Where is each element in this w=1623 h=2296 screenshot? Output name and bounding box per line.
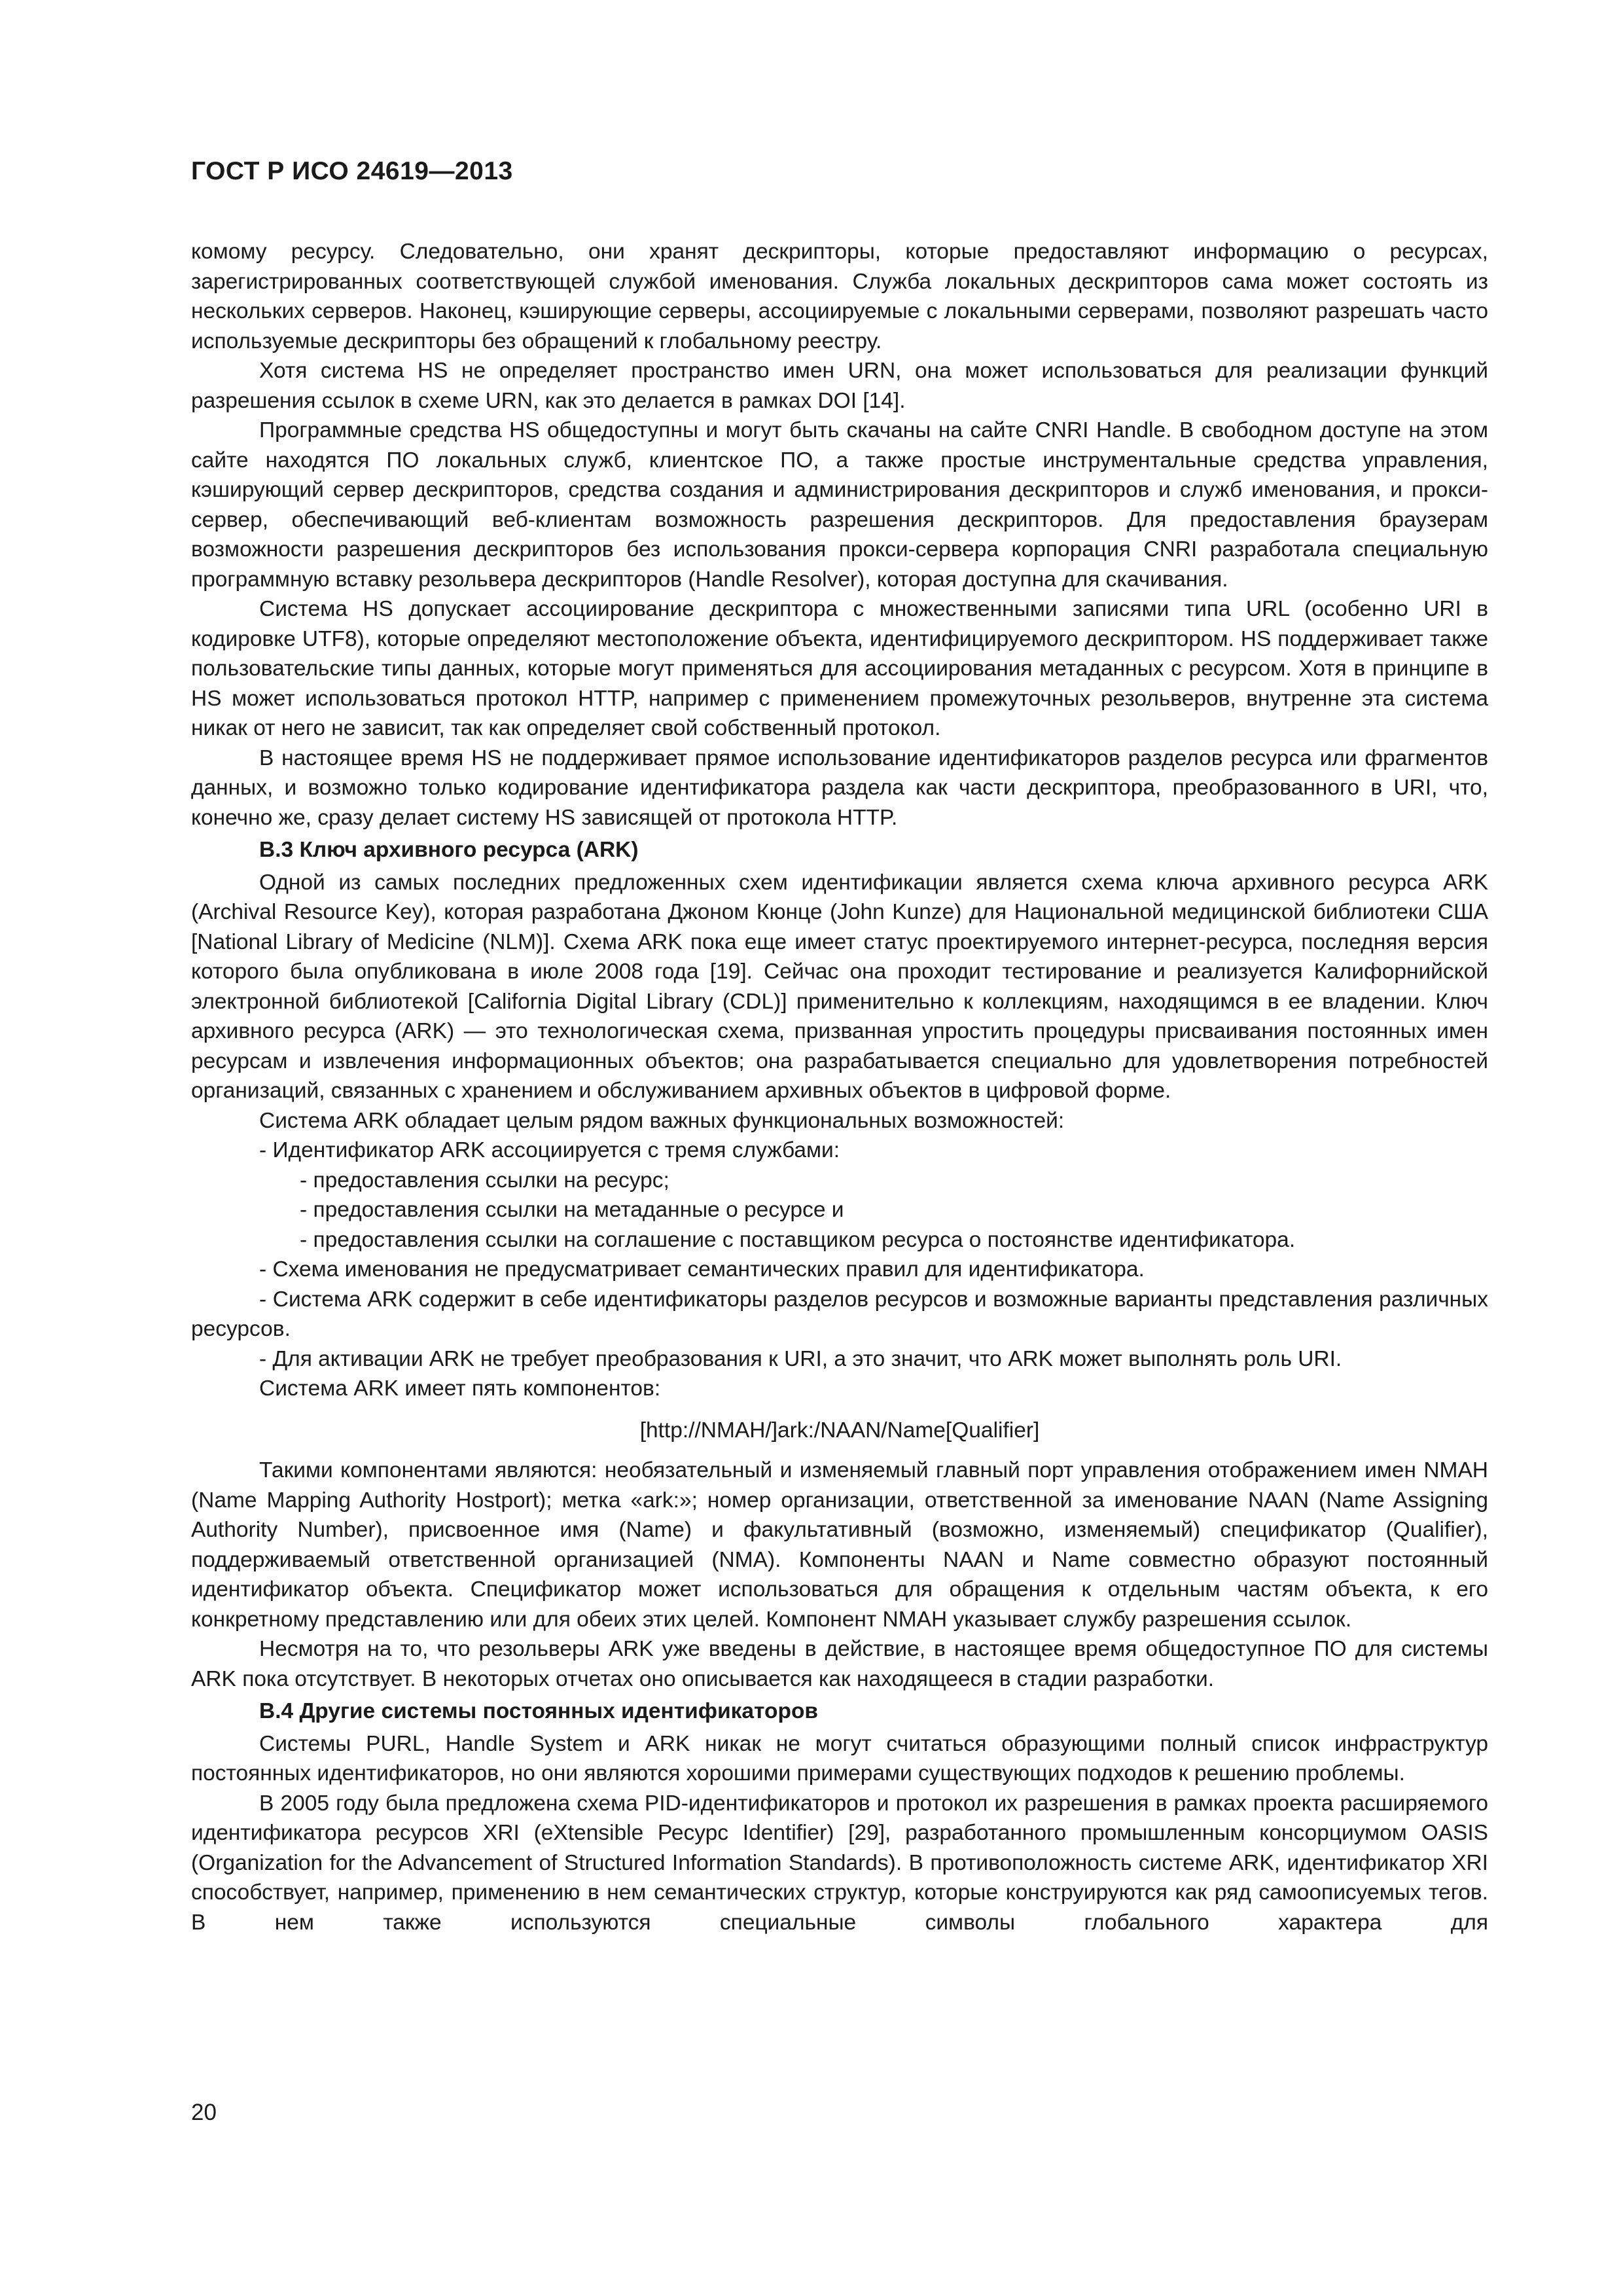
paragraph: Системы PURL, Handle System и ARK никак не могут считаться образующими полный список инфраструктур постоянных идентификаторов, но они являются хорошими примерами существующих подходов к решению проблемы.: [191, 1731, 1488, 1785]
sub-list-item: - предоставления ссылки на ресурс;: [300, 1168, 669, 1193]
paragraph: В настоящее время HS не поддерживает прямое использование идентификаторов разделов ресурса или фрагментов данных, и возможно только кодирование идентификатора раздела как части дескриптора, преобразованного в URI, что, конечно же, сразу делает систему HS зависящей от протокола HTTP.: [191, 745, 1488, 830]
paragraph: Программные средства HS общедоступны и могут быть скачаны на сайте CNRI Handle. В свободном доступе на этом сайте находятся ПО локальных служб, клиентское ПО, а также простые инструментальные средства управления, кэширующий сервер дескрипторов, средства создания и администрирования дескрипторов и служб именования, и прокси-сервер, обеспечивающий веб-клиентам возможность разрешения дескрипторов. Для предоставления браузерам возможности разрешения дескрипторов без использования прокси-сервера корпорация CNRI разработала специальную программную вставку резольвера дескрипторов (Handle Resolver), которая доступна для скачивания.: [191, 418, 1488, 592]
paragraph: Система HS допускает ассоциирование дескриптора с множественными записями типа URL (особенно URI в кодировке UTF8), которые определяют местоположение объекта, идентифицируемого дескриптором. HS поддерживает также пользовательские типы данных, которые могут применяться для ассоциирования метаданных с ресурсом. Хотя в принципе в HS может использоваться протокол HTTP, например с применением промежуточных резольверов, внутренне эта система никак от него не зависит, так как определяет свой собственный протокол.: [191, 597, 1488, 740]
list-item: - Идентификатор ARK ассоциируется с тремя службами:: [259, 1138, 840, 1162]
document-header: ГОСТ Р ИСО 24619—2013: [191, 157, 513, 185]
section-heading-b3: В.3 Ключ архивного ресурса (ARK): [259, 838, 639, 862]
ark-formula: [http://NMAH/]ark:/NAAN/Name[Qualifier]: [639, 1418, 1040, 1443]
section-heading-b4: В.4 Другие системы постоянных идентификаторов: [259, 1699, 819, 1723]
components-intro: Система ARK имеет пять компонентов:: [259, 1376, 661, 1401]
list-intro: Система ARK обладает целым рядом важных функциональных возможностей:: [259, 1108, 1065, 1133]
list-item: - Схема именования не предусматривает семантических правил для идентификатора.: [259, 1257, 1145, 1282]
paragraph: В 2005 году была предложена схема PID-идентификаторов и протокол их разрешения в рамках проекта расширяемого идентификатора ресурсов XRI (eXtensible Ресурс Identifier) [29], разработанного промышленным консорциумом OASIS (Organization for the Advancement of Structured Information Standards). В противоположность системе ARK, идентификатор XRI способствует, например, применению в нем семантических структур, которые конструируются как ряд самоописуемых тегов. В нем также используются специальные символы глобального характера для: [191, 1791, 1488, 1935]
feature-list: [191, 1136, 1488, 1374]
list-item: - Система ARK содержит в себе идентификаторы разделов ресурсов и возможные варианты представления различных ресурсов.: [191, 1287, 1488, 1341]
paragraph: Несмотря на то, что резольверы ARK уже введены в действие, в настоящее время общедоступное ПО для системы ARK пока отсутствует. В некоторых отчетах оно описывается как находящееся в стадии разработки.: [191, 1637, 1488, 1691]
paragraph: Одной из самых последних предложенных схем идентификации является схема ключа архивного ресурса ARK (Archival Resource Key), которая разработана Джоном Кюнце (John Kunze) для Национальной медицинской библиотеки США [National Library of Medicine (NLM)]. Схема ARK пока еще имеет статус проектируемого интернет-ресурса, последняя версия которого была опубликована в июле 2008 года [19]. Сейчас она проходит тестирование и реализуется Калифорнийской электронной библиотекой [California Digital Library (CDL)] применительно к коллекциям, находящимся в ее владении. Ключ архивного ресурса (ARK) — это технологическая схема, призванная упростить процедуры присваивания постоянных имен ресурсам и извлечения информационных объектов; она разрабатывается специально для удовлетворения потребностей организаций, связанных с хранением и обслуживанием архивных объектов в цифровой форме.: [191, 870, 1488, 1103]
page-number: 20: [191, 2100, 217, 2125]
sub-list-item: - предоставления ссылки на соглашение с поставщиком ресурса о постоянстве идентификатора.: [300, 1227, 1296, 1252]
sub-list-item: - предоставления ссылки на метаданные о ресурсе и: [300, 1198, 844, 1222]
paragraph: Такими компонентами являются: необязательный и изменяемый главный порт управления отображением имен NMAH (Name Mapping Authority Hostport); метка «ark:»; номер организации, ответственной за именование NAAN (Name Assigning Authority Number), присвоенное имя (Name) и факультативный (возможно, изменяемый) спецификатор (Qualifier), поддерживаемый ответственной организацией (NMA). Компоненты NAAN и Name совместно образуют постоянный идентификатор объекта. Спецификатор может использоваться для обращения к отдельным частям объекта, к его конкретному представлению или для обеих этих целей. Компонент NMAH указывает службу разрешения ссылок.: [191, 1458, 1488, 1632]
document-body: [191, 237, 1488, 1937]
paragraph: Хотя система HS не определяет пространство имен URN, она может использоваться для реализации функций разрешения ссылок в схеме URN, как это делается в рамках DOI [14].: [191, 359, 1488, 413]
paragraph: комому ресурсу. Следовательно, они хранят дескрипторы, которые предоставляют информацию о ресурсах, зарегистрированных соответствующей службой именования. Служба локальных дескрипторов сама может состоять из нескольких серверов. Наконец, кэширующие серверы, ассоциируемые с локальными серверами, позволяют разрешать часто используемые дескрипторы без обращений к глобальному реестру.: [191, 240, 1488, 353]
list-item: - Для активации ARK не требует преобразования к URI, а это значит, что ARK может выполнять роль URI.: [259, 1346, 1342, 1371]
